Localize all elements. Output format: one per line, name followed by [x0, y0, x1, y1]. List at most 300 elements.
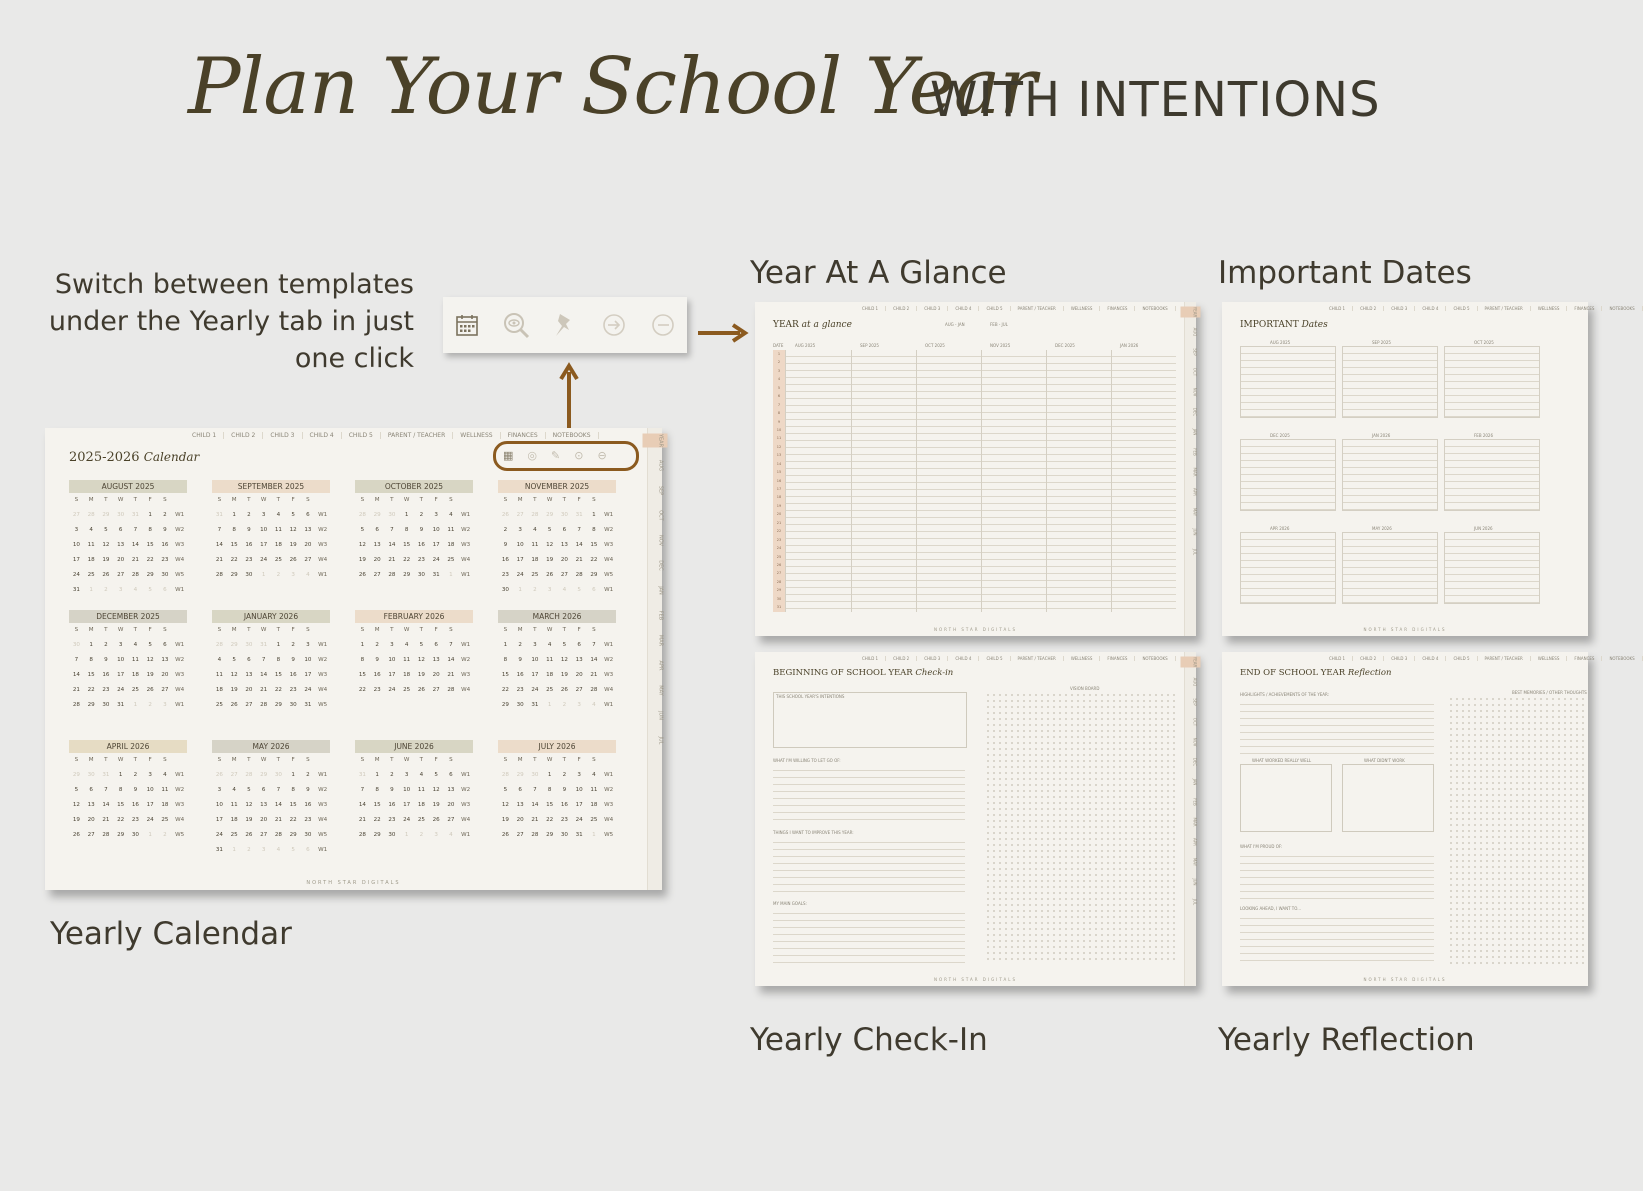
proud-lines[interactable] — [1240, 850, 1434, 900]
day-cell[interactable]: 28 — [531, 832, 539, 838]
day-cell[interactable]: 2 — [163, 512, 167, 518]
day-cell[interactable]: 26 — [560, 687, 568, 693]
day-cell[interactable]: 16 — [417, 542, 425, 548]
day-cell[interactable]: 18 — [546, 672, 554, 678]
day-cell[interactable]: 26 — [358, 572, 366, 578]
day-cell[interactable]: 15 — [403, 542, 411, 548]
nav-tab[interactable]: FINANCES — [1100, 306, 1135, 311]
nav-tab[interactable]: CHILD 2 — [1353, 306, 1384, 311]
day-cell[interactable]: 26 — [501, 512, 509, 518]
nav-tab[interactable]: CHILD 3 — [917, 306, 948, 311]
side-tab[interactable]: YEAR — [643, 434, 668, 448]
day-cell[interactable]: 25 — [447, 557, 455, 563]
day-cell[interactable]: 15 — [230, 542, 238, 548]
day-cell[interactable]: 4 — [449, 512, 453, 518]
nav-tab[interactable]: CHILD 1 — [1322, 306, 1353, 311]
day-cell[interactable]: 7 — [74, 657, 79, 663]
side-tab[interactable]: NOV — [1192, 737, 1198, 747]
day-cell[interactable]: 1 — [276, 642, 281, 648]
day-cell[interactable]: 4 — [232, 787, 236, 793]
day-cell[interactable]: 29 — [373, 832, 381, 838]
day-cell[interactable]: 7 — [217, 527, 222, 533]
side-tab[interactable]: SEP — [657, 485, 664, 496]
day-cell[interactable]: 3 — [118, 587, 123, 593]
nav-tab[interactable]: CHILD 5 — [342, 432, 381, 439]
day-cell[interactable]: 21 — [590, 672, 598, 678]
day-cell[interactable]: 4 — [592, 702, 596, 708]
day-cell[interactable]: 18 — [131, 672, 139, 678]
day-cell[interactable]: 13 — [447, 787, 455, 793]
day-cell[interactable]: 17 — [575, 802, 583, 808]
day-cell[interactable]: 12 — [501, 802, 509, 808]
day-cell[interactable]: 4 — [533, 527, 537, 533]
nav-tab[interactable]: CHILD 5 — [979, 306, 1010, 311]
day-cell[interactable]: 6 — [577, 642, 581, 648]
day-cell[interactable]: 19 — [230, 687, 238, 693]
side-tab[interactable]: DEC — [657, 560, 664, 571]
day-cell[interactable]: 31 — [215, 512, 223, 518]
day-cell[interactable]: 3 — [518, 527, 522, 533]
day-cell[interactable]: 14 — [72, 672, 80, 678]
day-cell[interactable]: 3 — [148, 772, 152, 778]
day-cell[interactable]: 9 — [503, 542, 508, 548]
day-cell[interactable]: 10 — [117, 657, 125, 663]
day-cell[interactable]: 23 — [102, 687, 110, 693]
day-cell[interactable]: 22 — [546, 817, 554, 823]
day-cell[interactable]: 17 — [260, 542, 268, 548]
day-cell[interactable]: 19 — [358, 557, 366, 563]
day-cell[interactable]: 11 — [546, 657, 554, 663]
day-cell[interactable]: 23 — [161, 557, 169, 563]
day-cell[interactable]: 2 — [390, 772, 394, 778]
day-cell[interactable]: 13 — [575, 657, 583, 663]
day-cell[interactable]: 13 — [260, 802, 268, 808]
nav-tab[interactable]: WELLNESS — [1531, 656, 1568, 661]
day-cell[interactable]: 3 — [217, 787, 222, 793]
nav-tab[interactable]: NOTEBOOKS — [1135, 656, 1175, 661]
day-cell[interactable]: 25 — [531, 572, 539, 578]
nav-tab[interactable]: FINANCES — [1100, 656, 1135, 661]
day-cell[interactable]: 6 — [306, 512, 310, 518]
day-cell[interactable]: 1 — [232, 512, 236, 518]
day-cell[interactable]: 6 — [118, 527, 123, 533]
day-cell[interactable]: 29 — [117, 832, 125, 838]
side-tab[interactable]: YEAR — [1181, 657, 1201, 668]
day-cell[interactable]: 10 — [531, 657, 539, 663]
nav-tab[interactable]: PARENT / TEACHER — [1011, 656, 1064, 661]
day-cell[interactable]: 2 — [148, 702, 152, 708]
day-cell[interactable]: 16 — [161, 542, 169, 548]
side-tab[interactable]: JUN — [1192, 878, 1198, 886]
day-cell[interactable]: 7 — [577, 527, 581, 533]
day-cell[interactable]: 28 — [131, 572, 139, 578]
side-tab[interactable]: JAN — [1192, 778, 1198, 786]
nav-tab[interactable]: PARENT / TEACHER — [1478, 306, 1531, 311]
day-cell[interactable]: 14 — [388, 542, 396, 548]
day-cell[interactable]: 4 — [547, 642, 552, 648]
day-cell[interactable]: 8 — [118, 787, 123, 793]
day-cell[interactable]: 30 — [87, 772, 95, 778]
day-cell[interactable]: 31 — [575, 832, 583, 838]
day-cell[interactable]: 25 — [403, 687, 411, 693]
day-cell[interactable]: 5 — [434, 772, 438, 778]
nav-tab[interactable]: CHILD 3 — [1384, 306, 1415, 311]
day-cell[interactable]: 29 — [501, 702, 509, 708]
day-cell[interactable]: 30 — [102, 702, 110, 708]
day-cell[interactable]: 25 — [417, 817, 425, 823]
day-cell[interactable]: 3 — [434, 832, 438, 838]
day-cell[interactable]: 27 — [304, 557, 312, 563]
day-cell[interactable]: 11 — [590, 787, 598, 793]
day-cell[interactable]: 20 — [87, 817, 95, 823]
day-cell[interactable]: 1 — [503, 642, 508, 648]
day-cell[interactable]: 9 — [518, 657, 522, 663]
nav-tab[interactable]: WELLNESS — [453, 432, 500, 439]
day-cell[interactable]: 18 — [215, 687, 223, 693]
day-cell[interactable]: 20 — [117, 557, 125, 563]
day-cell[interactable]: 30 — [117, 512, 125, 518]
day-cell[interactable]: 13 — [304, 527, 312, 533]
day-cell[interactable]: 3 — [404, 772, 409, 778]
day-cell[interactable]: 4 — [562, 587, 567, 593]
nav-tab[interactable]: CHILD 4 — [303, 432, 342, 439]
day-cell[interactable]: 24 — [72, 572, 80, 578]
nav-tab[interactable]: CHILD 5 — [979, 656, 1010, 661]
day-cell[interactable]: 20 — [447, 802, 455, 808]
day-cell[interactable]: 12 — [417, 657, 425, 663]
important-month-box[interactable] — [1342, 346, 1438, 418]
day-cell[interactable]: 15 — [590, 542, 598, 548]
day-cell[interactable]: 3 — [390, 642, 394, 648]
day-cell[interactable]: 22 — [501, 687, 509, 693]
side-tab[interactable]: OCT — [657, 510, 664, 521]
nav-tab[interactable]: CHILD 2 — [1353, 656, 1384, 661]
day-cell[interactable]: 17 — [516, 557, 524, 563]
side-tab[interactable]: JAN — [1192, 428, 1198, 436]
day-cell[interactable]: 31 — [358, 772, 366, 778]
day-cell[interactable]: 23 — [304, 817, 312, 823]
highlights-lines[interactable] — [1240, 698, 1434, 754]
day-cell[interactable]: 6 — [434, 642, 438, 648]
day-cell[interactable]: 8 — [375, 787, 379, 793]
day-cell[interactable]: 2 — [163, 832, 167, 838]
vision-board[interactable] — [985, 692, 1175, 962]
day-cell[interactable]: 13 — [117, 542, 125, 548]
day-cell[interactable]: 18 — [161, 802, 169, 808]
day-cell[interactable]: 1 — [148, 512, 152, 518]
nav-tab[interactable]: CHILD 4 — [1415, 656, 1446, 661]
important-month-box[interactable] — [1444, 346, 1540, 418]
nav-tab[interactable]: NOTEBOOKS — [1135, 306, 1175, 311]
day-cell[interactable]: 14 — [590, 657, 598, 663]
side-tab[interactable]: MAY — [1192, 507, 1198, 517]
day-cell[interactable]: 9 — [133, 787, 138, 793]
day-cell[interactable]: 3 — [118, 642, 123, 648]
day-cell[interactable]: 10 — [403, 787, 411, 793]
day-cell[interactable]: 4 — [306, 572, 310, 578]
side-tab[interactable]: AUG — [657, 460, 664, 471]
goals-lines[interactable] — [773, 907, 965, 963]
day-cell[interactable]: 24 — [146, 817, 154, 823]
day-cell[interactable]: 2 — [562, 702, 567, 708]
day-cell[interactable]: 6 — [449, 772, 453, 778]
day-cell[interactable]: 24 — [215, 832, 223, 838]
day-cell[interactable]: 3 — [533, 642, 537, 648]
day-cell[interactable]: 1 — [89, 587, 93, 593]
day-cell[interactable]: 31 — [72, 587, 80, 593]
important-month-box[interactable] — [1342, 532, 1438, 604]
day-cell[interactable]: 1 — [449, 572, 453, 578]
day-cell[interactable]: 18 — [531, 557, 539, 563]
side-tab[interactable]: MAY — [657, 685, 664, 696]
day-cell[interactable]: 21 — [72, 687, 80, 693]
day-cell[interactable]: 31 — [215, 847, 223, 853]
day-cell[interactable]: 22 — [274, 687, 282, 693]
day-cell[interactable]: 1 — [592, 832, 596, 838]
day-cell[interactable]: 29 — [146, 572, 154, 578]
day-cell[interactable]: 1 — [291, 772, 295, 778]
day-cell[interactable]: 12 — [546, 542, 554, 548]
day-cell[interactable]: 2 — [419, 832, 424, 838]
important-month-box[interactable] — [1240, 532, 1336, 604]
day-cell[interactable]: 9 — [247, 527, 251, 533]
day-cell[interactable]: 2 — [247, 512, 251, 518]
day-cell[interactable]: 11 — [87, 542, 95, 548]
day-cell[interactable]: 8 — [89, 657, 93, 663]
important-month-box[interactable] — [1240, 346, 1336, 418]
day-cell[interactable]: 27 — [516, 512, 524, 518]
day-cell[interactable]: 27 — [260, 832, 268, 838]
day-cell[interactable]: 6 — [163, 642, 167, 648]
day-cell[interactable]: 7 — [592, 642, 596, 648]
day-cell[interactable]: 23 — [131, 817, 139, 823]
nav-tab[interactable]: FINANCES — [1567, 656, 1602, 661]
nav-tab[interactable]: CHILD 1 — [855, 306, 886, 311]
day-cell[interactable]: 5 — [148, 642, 152, 648]
day-cell[interactable]: 28 — [590, 687, 598, 693]
day-cell[interactable]: 13 — [373, 542, 381, 548]
day-cell[interactable]: 8 — [232, 527, 236, 533]
day-cell[interactable]: 22 — [403, 557, 411, 563]
day-cell[interactable]: 30 — [501, 587, 509, 593]
day-cell[interactable]: 6 — [261, 787, 266, 793]
day-cell[interactable]: 4 — [592, 772, 596, 778]
memories-area[interactable] — [1448, 696, 1588, 964]
day-cell[interactable]: 3 — [163, 702, 167, 708]
arrow-circle-icon[interactable]: ⊖ — [597, 449, 607, 462]
day-cell[interactable]: 7 — [360, 787, 365, 793]
day-cell[interactable]: 26 — [102, 572, 110, 578]
day-cell[interactable]: 12 — [358, 542, 366, 548]
day-cell[interactable]: 29 — [516, 772, 524, 778]
day-cell[interactable]: 13 — [87, 802, 95, 808]
nav-tab[interactable]: CHILD 2 — [886, 656, 917, 661]
day-cell[interactable]: 17 — [403, 802, 411, 808]
day-cell[interactable]: 2 — [276, 572, 281, 578]
day-cell[interactable]: 24 — [531, 687, 539, 693]
day-cell[interactable]: 26 — [230, 702, 238, 708]
nav-tab[interactable]: WELLNESS — [1064, 656, 1101, 661]
day-cell[interactable]: 25 — [274, 557, 282, 563]
day-cell[interactable]: 14 — [447, 657, 455, 663]
day-cell[interactable]: 14 — [215, 542, 223, 548]
day-cell[interactable]: 1 — [232, 847, 236, 853]
day-cell[interactable]: 5 — [291, 847, 295, 853]
side-tab[interactable]: MAY — [1192, 857, 1198, 867]
day-cell[interactable]: 10 — [72, 542, 80, 548]
day-cell[interactable]: 9 — [291, 657, 295, 663]
day-cell[interactable]: 18 — [417, 802, 425, 808]
day-cell[interactable]: 13 — [161, 657, 169, 663]
day-cell[interactable]: 4 — [276, 847, 281, 853]
pin-icon[interactable]: ✎ — [551, 449, 561, 462]
day-cell[interactable]: 6 — [247, 657, 251, 663]
side-tab[interactable]: DEC — [1192, 407, 1198, 417]
side-tab[interactable]: FEB — [1192, 448, 1198, 456]
day-cell[interactable]: 12 — [72, 802, 80, 808]
day-cell[interactable]: 26 — [72, 832, 80, 838]
day-cell[interactable]: 28 — [447, 687, 455, 693]
day-cell[interactable]: 31 — [131, 512, 139, 518]
day-cell[interactable]: 27 — [373, 572, 381, 578]
day-cell[interactable]: 2 — [306, 772, 310, 778]
nav-tab[interactable]: NOTEBOOKS — [1602, 656, 1642, 661]
day-cell[interactable]: 25 — [161, 817, 169, 823]
day-cell[interactable]: 3 — [547, 587, 552, 593]
day-cell[interactable]: 2 — [503, 527, 508, 533]
day-cell[interactable]: 25 — [131, 687, 139, 693]
day-cell[interactable]: 18 — [230, 817, 238, 823]
day-cell[interactable]: 9 — [104, 657, 108, 663]
day-cell[interactable]: 18 — [87, 557, 95, 563]
nav-tab[interactable]: CHILD 3 — [1384, 656, 1415, 661]
day-cell[interactable]: 23 — [560, 817, 568, 823]
day-cell[interactable]: 4 — [217, 657, 222, 663]
day-cell[interactable]: 26 — [289, 557, 297, 563]
day-cell[interactable]: 6 — [89, 787, 93, 793]
important-month-box[interactable] — [1342, 439, 1438, 511]
nav-tab[interactable]: CHILD 5 — [1446, 656, 1477, 661]
side-tab[interactable]: APR — [1192, 838, 1198, 846]
day-cell[interactable]: 16 — [501, 557, 509, 563]
day-cell[interactable]: 21 — [575, 557, 583, 563]
day-cell[interactable]: 6 — [518, 787, 522, 793]
day-cell[interactable]: 8 — [148, 527, 152, 533]
day-cell[interactable]: 29 — [289, 832, 297, 838]
day-cell[interactable]: 26 — [417, 687, 425, 693]
day-cell[interactable]: 28 — [358, 512, 366, 518]
day-cell[interactable]: 28 — [575, 572, 583, 578]
nav-tab[interactable]: CHILD 1 — [185, 432, 224, 439]
day-cell[interactable]: 1 — [547, 702, 552, 708]
day-cell[interactable]: 28 — [87, 512, 95, 518]
day-cell[interactable]: 24 — [432, 557, 440, 563]
day-cell[interactable]: 19 — [417, 672, 425, 678]
day-cell[interactable]: 30 — [245, 642, 253, 648]
day-cell[interactable]: 20 — [373, 557, 381, 563]
day-cell[interactable]: 2 — [104, 587, 108, 593]
day-cell[interactable]: 7 — [133, 527, 138, 533]
day-cell[interactable]: 29 — [87, 702, 95, 708]
day-cell[interactable]: 24 — [117, 687, 125, 693]
day-cell[interactable]: 14 — [575, 542, 583, 548]
day-cell[interactable]: 1 — [375, 772, 379, 778]
day-cell[interactable]: 1 — [360, 642, 365, 648]
side-tab[interactable]: AUG — [1192, 327, 1198, 337]
day-cell[interactable]: 15 — [289, 802, 297, 808]
day-cell[interactable]: 2 — [562, 772, 567, 778]
day-cell[interactable]: 7 — [104, 787, 108, 793]
day-cell[interactable]: 29 — [230, 572, 238, 578]
day-cell[interactable]: 27 — [516, 832, 524, 838]
day-cell[interactable]: 26 — [146, 687, 154, 693]
day-cell[interactable]: 29 — [72, 772, 80, 778]
day-cell[interactable]: 1 — [404, 832, 409, 838]
day-cell[interactable]: 22 — [373, 817, 381, 823]
day-cell[interactable]: 2 — [291, 642, 295, 648]
day-cell[interactable]: 22 — [358, 687, 366, 693]
day-cell[interactable]: 22 — [87, 687, 95, 693]
day-cell[interactable]: 21 — [215, 557, 223, 563]
day-cell[interactable]: 19 — [501, 817, 509, 823]
day-cell[interactable]: 30 — [131, 832, 139, 838]
day-cell[interactable]: 12 — [146, 657, 154, 663]
day-cell[interactable]: 24 — [403, 817, 411, 823]
day-cell[interactable]: 8 — [503, 657, 508, 663]
day-cell[interactable]: 8 — [592, 527, 596, 533]
day-cell[interactable]: 27 — [117, 572, 125, 578]
day-cell[interactable]: 9 — [419, 527, 424, 533]
nav-tab[interactable]: PARENT / TEACHER — [1011, 306, 1064, 311]
day-cell[interactable]: 24 — [388, 687, 396, 693]
day-cell[interactable]: 13 — [432, 657, 440, 663]
day-cell[interactable]: 17 — [304, 672, 312, 678]
day-cell[interactable]: 15 — [501, 672, 509, 678]
day-cell[interactable]: 30 — [516, 702, 524, 708]
day-cell[interactable]: 5 — [148, 587, 152, 593]
day-cell[interactable]: 24 — [516, 572, 524, 578]
day-cell[interactable]: 14 — [102, 802, 110, 808]
day-cell[interactable]: 11 — [403, 657, 411, 663]
day-cell[interactable]: 28 — [215, 642, 223, 648]
day-cell[interactable]: 11 — [161, 787, 169, 793]
day-cell[interactable]: 28 — [274, 832, 282, 838]
day-cell[interactable]: 21 — [388, 557, 396, 563]
day-cell[interactable]: 20 — [245, 687, 253, 693]
day-cell[interactable]: 20 — [560, 557, 568, 563]
intentions-box[interactable] — [773, 692, 967, 748]
day-cell[interactable]: 1 — [89, 642, 93, 648]
day-cell[interactable]: 19 — [560, 672, 568, 678]
day-cell[interactable]: 17 — [117, 672, 125, 678]
day-cell[interactable]: 22 — [146, 557, 154, 563]
day-cell[interactable]: 26 — [501, 832, 509, 838]
day-cell[interactable]: 19 — [72, 817, 80, 823]
day-cell[interactable]: 22 — [289, 817, 297, 823]
day-cell[interactable]: 28 — [215, 572, 223, 578]
day-cell[interactable]: 27 — [560, 572, 568, 578]
side-tab[interactable]: MAR — [657, 634, 664, 647]
toggle-feb-jul[interactable]: FEB - JUL — [990, 322, 1008, 327]
day-cell[interactable]: 11 — [230, 802, 238, 808]
day-cell[interactable]: 27 — [432, 687, 440, 693]
day-cell[interactable]: 10 — [516, 542, 524, 548]
let-go-lines[interactable] — [773, 764, 965, 820]
day-cell[interactable]: 22 — [230, 557, 238, 563]
side-tab[interactable]: JAN — [657, 586, 664, 595]
day-cell[interactable]: 28 — [501, 772, 509, 778]
day-cell[interactable]: 20 — [575, 672, 583, 678]
